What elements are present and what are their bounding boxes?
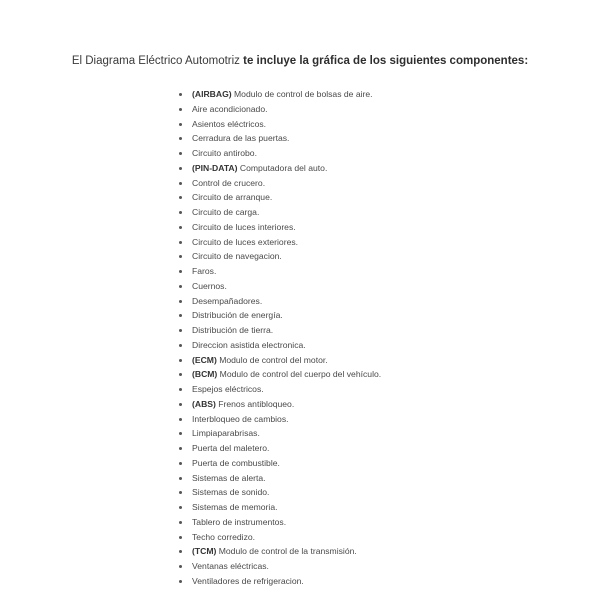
list-item [178,338,578,353]
component-label: Aire acondicionado. [192,103,268,114]
list-item [178,264,578,279]
component-abbreviation: (BCM) [192,369,218,380]
component-label: Modulo de control de la transmisión. [216,546,357,557]
component-label: Modulo de control de bolsas de aire. [231,89,373,99]
bullet-icon [179,285,182,288]
bullet-icon [179,403,182,406]
list-item [178,500,578,515]
bullet-icon [179,373,182,376]
bullet-icon [179,344,182,347]
bullet-icon [179,565,182,568]
bullet-icon [179,196,182,199]
list-item [178,102,578,117]
component-label: Techo corredizo. [192,531,256,542]
bullet-icon [179,108,182,111]
list-item [178,544,578,559]
list-item [178,441,578,456]
bullet-icon [179,300,182,303]
bullet-icon [179,432,182,435]
bullet-icon [179,241,182,244]
bullet-icon [179,388,182,391]
bullet-icon [179,211,182,214]
list-item [178,367,578,382]
component-label: Faros. [192,266,217,276]
list-item [178,205,578,220]
list-item [178,559,578,574]
component-abbreviation: (TCM) [192,546,217,557]
intro-bold-text: te incluye la gráfica de los siguientes componentes: [243,54,529,67]
component-label: Ventiladores de refrigeracion. [192,575,304,586]
list-item [178,353,578,368]
component-label: Direccion asistida electronica. [192,339,306,350]
list-item [178,515,578,530]
list-item [178,117,578,132]
bullet-icon [179,93,182,96]
component-label: Circuito de carga. [192,207,260,217]
component-label: Puerta de combustible. [192,457,280,468]
component-label: Sistemas de alerta. [192,472,266,483]
list-item [178,161,578,176]
bullet-icon [179,521,182,524]
components-list [178,87,578,589]
list-item [178,426,578,441]
bullet-icon [179,314,182,317]
component-label: Circuito de navegacion. [192,251,282,262]
bullet-icon [179,123,182,126]
bullet-icon [179,550,182,553]
bullet-icon [179,447,182,450]
list-item [178,471,578,486]
component-label: Puerta del maletero. [192,443,270,453]
component-label: Modulo de control del cuerpo del vehículo. [217,369,382,380]
list-item [178,456,578,471]
list-item [178,249,578,264]
intro-paragraph [60,53,540,69]
list-item [178,220,578,235]
list-item [178,382,578,397]
component-label: Interbloqueo de cambios. [192,413,289,424]
component-abbreviation: (ABS) [192,398,216,409]
list-item [178,87,578,102]
component-label: Desempañadores. [192,295,263,306]
bullet-icon [179,359,182,362]
component-label: Asientos eléctricos. [192,118,267,129]
component-label: Circuito de arranque. [192,192,273,203]
bullet-icon [179,137,182,140]
bullet-icon [179,418,182,421]
bullet-icon [179,255,182,258]
list-item [178,574,578,589]
component-label: Circuito de luces exteriores. [192,236,299,247]
list-item [178,485,578,500]
component-label: Cuernos. [192,280,227,291]
list-item [178,190,578,205]
bullet-icon [179,506,182,509]
bullet-icon [179,226,182,229]
bullet-icon [179,182,182,185]
component-abbreviation: (ECM) [192,354,217,365]
component-label: Distribución de energía. [192,310,283,321]
bullet-icon [179,491,182,494]
component-label: Computadora del auto. [237,162,328,173]
component-label: Tablero de instrumentos. [192,516,287,527]
list-item [178,308,578,323]
list-item [178,131,578,146]
list-item [178,279,578,294]
list-item [178,146,578,161]
component-label: Control de crucero. [192,177,266,188]
bullet-icon [179,270,182,273]
component-abbreviation: (PIN-DATA) [192,162,238,173]
component-label: Modulo de control del motor. [216,354,328,365]
component-label: Sistemas de sonido. [192,487,270,498]
bullet-icon [179,462,182,465]
list-item [178,235,578,250]
intro-lead-text: El Diagrama Eléctrico Automotriz [71,54,244,67]
component-label: Sistemas de memoria. [192,502,278,512]
list-item [178,294,578,309]
component-label: Limpiaparabrisas. [192,428,260,439]
list-item [178,530,578,545]
list-item [178,412,578,427]
bullet-icon [179,329,182,332]
component-abbreviation: (AIRBAG) [192,89,232,99]
bullet-icon [179,152,182,155]
component-label: Distribución de tierra. [192,325,274,335]
list-item [178,323,578,338]
component-label: Frenos antibloqueo. [215,398,295,409]
component-label: Ventanas eléctricas. [192,561,269,571]
list-item [178,176,578,191]
bullet-icon [179,477,182,480]
component-label: Circuito antirobo. [192,148,257,158]
component-label: Circuito de luces interiores. [192,221,296,232]
component-label: Cerradura de las puertas. [192,133,290,144]
bullet-icon [179,580,182,583]
bullet-icon [179,536,182,539]
component-label: Espejos eléctricos. [192,384,264,394]
list-item [178,397,578,412]
bullet-icon [179,167,182,170]
